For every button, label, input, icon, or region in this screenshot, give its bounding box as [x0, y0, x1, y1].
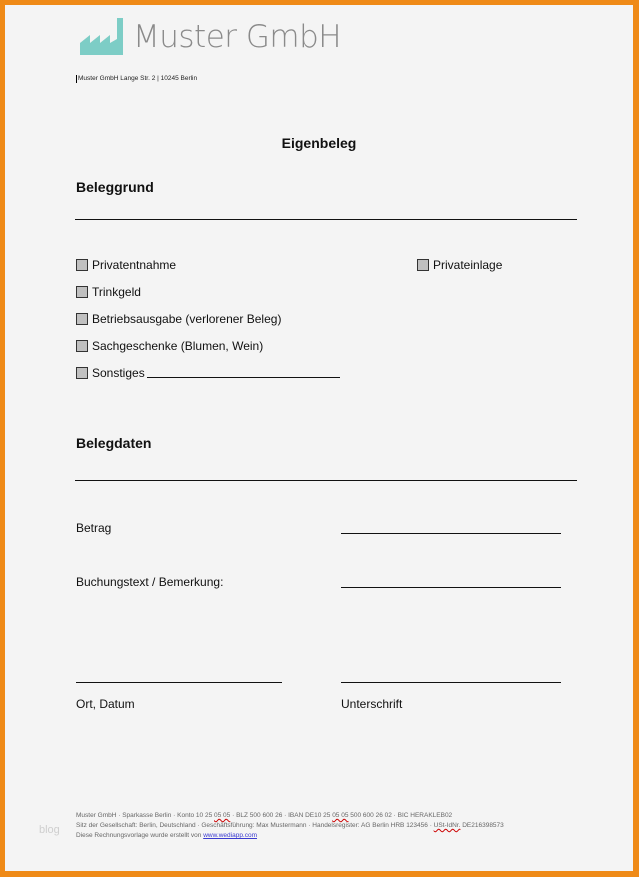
checkbox-trinkgeld[interactable]: [76, 285, 141, 299]
footer-text: Muster GmbH · Sparkasse Berlin · Konto 10 25: [76, 812, 215, 819]
footer-text: 500 600 26 02 · BIC HERAKLEB02: [348, 812, 453, 819]
footer-credit-line: [76, 831, 504, 841]
checkbox-label: Privateinlage: [433, 258, 503, 272]
footer-text: USt-IdNr.: [433, 822, 461, 829]
wediapp-link[interactable]: www.wediapp.com: [203, 832, 258, 839]
footer: [76, 811, 504, 841]
footer-text: 05 05: [214, 812, 231, 819]
footer-text: Diese Rechnungsvorlage wurde erstellt von: [76, 832, 204, 839]
checkbox-privateinlage[interactable]: [417, 258, 502, 272]
checkbox-betriebsausgabe[interactable]: [76, 312, 281, 326]
company-logo-text: Muster GmbH: [133, 19, 342, 55]
footer-bank-line: [76, 811, 504, 821]
factory-icon: [75, 13, 125, 55]
field-label-buchungstext: Buchungstext / Bemerkung:: [76, 575, 224, 589]
sonstiges-fill-line[interactable]: [147, 377, 340, 378]
checkbox-box[interactable]: [417, 259, 429, 271]
checkbox-box[interactable]: [76, 367, 88, 379]
checkbox-sonstiges[interactable]: [76, 366, 340, 380]
section-divider: [75, 219, 577, 220]
signature-input-line[interactable]: [341, 682, 561, 683]
signature-label: Unterschrift: [341, 697, 403, 711]
footer-text: 05 05: [332, 812, 349, 819]
checkbox-box[interactable]: [76, 313, 88, 325]
checkbox-privatentnahme[interactable]: [76, 258, 176, 272]
footer-text: DE216398573: [460, 822, 504, 829]
document-title: Eigenbeleg: [281, 135, 357, 151]
buchungstext-input-line[interactable]: [341, 587, 561, 588]
field-label-betrag: Betrag: [76, 521, 112, 535]
sender-address: Muster GmbH Lange Str. 2 | 10245 Berlin: [78, 75, 198, 82]
checkbox-label: Sachgeschenke (Blumen, Wein): [92, 339, 264, 353]
checkbox-sachgeschenke[interactable]: [76, 339, 263, 353]
footer-text: Sitz der Gesellschaft: Berlin, Deutschland · Geschäftsführung: Max Mustermann · Handelsregister: AG Berlin HRB 123456 ·: [76, 822, 434, 829]
checkbox-box[interactable]: [76, 286, 88, 298]
checkbox-label: Trinkgeld: [92, 285, 141, 299]
section-heading-belegdaten: Belegdaten: [76, 435, 152, 451]
betrag-input-line[interactable]: [341, 533, 561, 534]
footer-text: · BLZ 500 600 26 · IBAN DE10 25: [230, 812, 333, 819]
checkbox-label: Sonstiges: [92, 366, 145, 380]
watermark-text: blog: [39, 824, 60, 836]
footer-company-line: [76, 821, 504, 831]
ort-datum-label: Ort, Datum: [76, 697, 135, 711]
document-page: [5, 5, 633, 871]
section-divider: [75, 480, 577, 481]
checkbox-label: Privatentnahme: [92, 258, 177, 272]
checkbox-box[interactable]: [76, 259, 88, 271]
checkbox-label: Betriebsausgabe (verlorener Beleg): [92, 312, 282, 326]
section-heading-beleggrund: Beleggrund: [76, 179, 154, 195]
checkbox-box[interactable]: [76, 340, 88, 352]
ort-datum-input-line[interactable]: [76, 682, 282, 683]
